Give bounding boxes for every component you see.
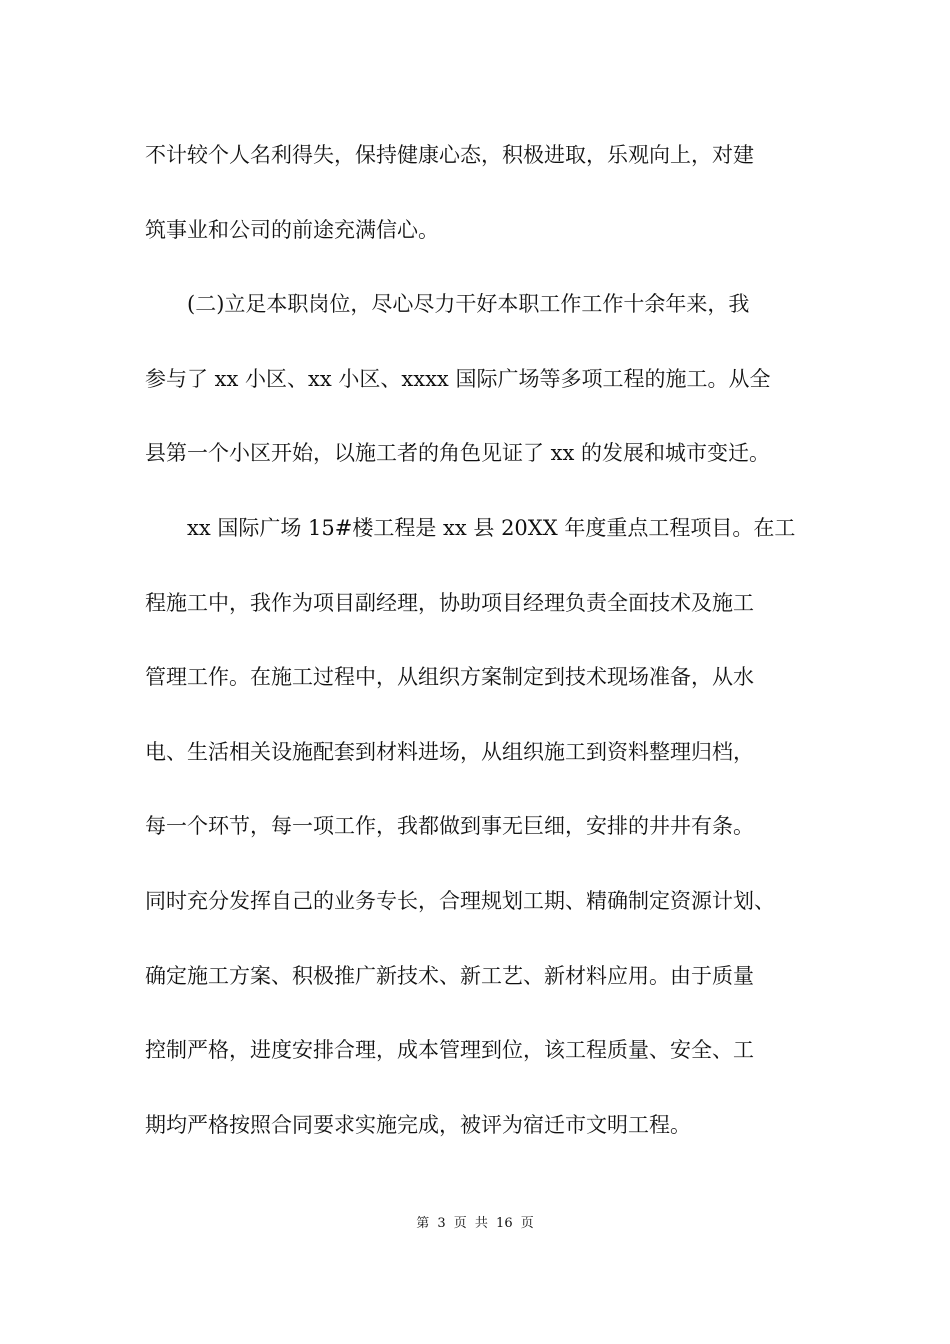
text-line: 参与了 xx 小区、xx 小区、xxxx 国际广场等多项工程的施工。从全 — [145, 366, 771, 391]
page-footer: 第 3 页 共 16 页 — [416, 1216, 534, 1231]
text-line: 每一个环节，每一项工作，我都做到事无巨细，安排的井井有条。 — [145, 814, 754, 839]
text-line: 同时充分发挥自己的业务专长，合理规划工期、精确制定资源计划、 — [145, 888, 775, 913]
text-line: 确定施工方案、积极推广新技术、新工艺、新材料应用。由于质量 — [145, 963, 754, 988]
text-line: 程施工中，我作为项目副经理，协助项目经理负责全面技术及施工 — [145, 590, 754, 615]
text-line: (二)立足本职岗位，尽心尽力干好本职工作工作十余年来，我 — [145, 292, 750, 317]
body-text — [145, 135, 825, 1179]
text-line: 控制严格，进度安排合理，成本管理到位，该工程质量、安全、工 — [145, 1038, 754, 1063]
text-line: xx 国际广场 15#楼工程是 xx 县 20XX 年度重点工程项目。在工 — [145, 515, 796, 540]
text-line: 筑事业和公司的前途充满信心。 — [145, 217, 439, 242]
text-line: 不计较个人名利得失，保持健康心态，积极进取，乐观向上，对建 — [145, 143, 754, 167]
text-line: 期均严格按照合同要求实施完成，被评为宿迁市文明工程。 — [145, 1112, 691, 1137]
text-line: 县第一个小区开始，以施工者的角色见证了 xx 的发展和城市变迁。 — [145, 441, 771, 466]
text-line: 电、生活相关设施配套到材料进场，从组织施工到资料整理归档， — [145, 739, 754, 764]
text-line: 管理工作。在施工过程中，从组织方案制定到技术现场准备，从水 — [145, 665, 754, 690]
